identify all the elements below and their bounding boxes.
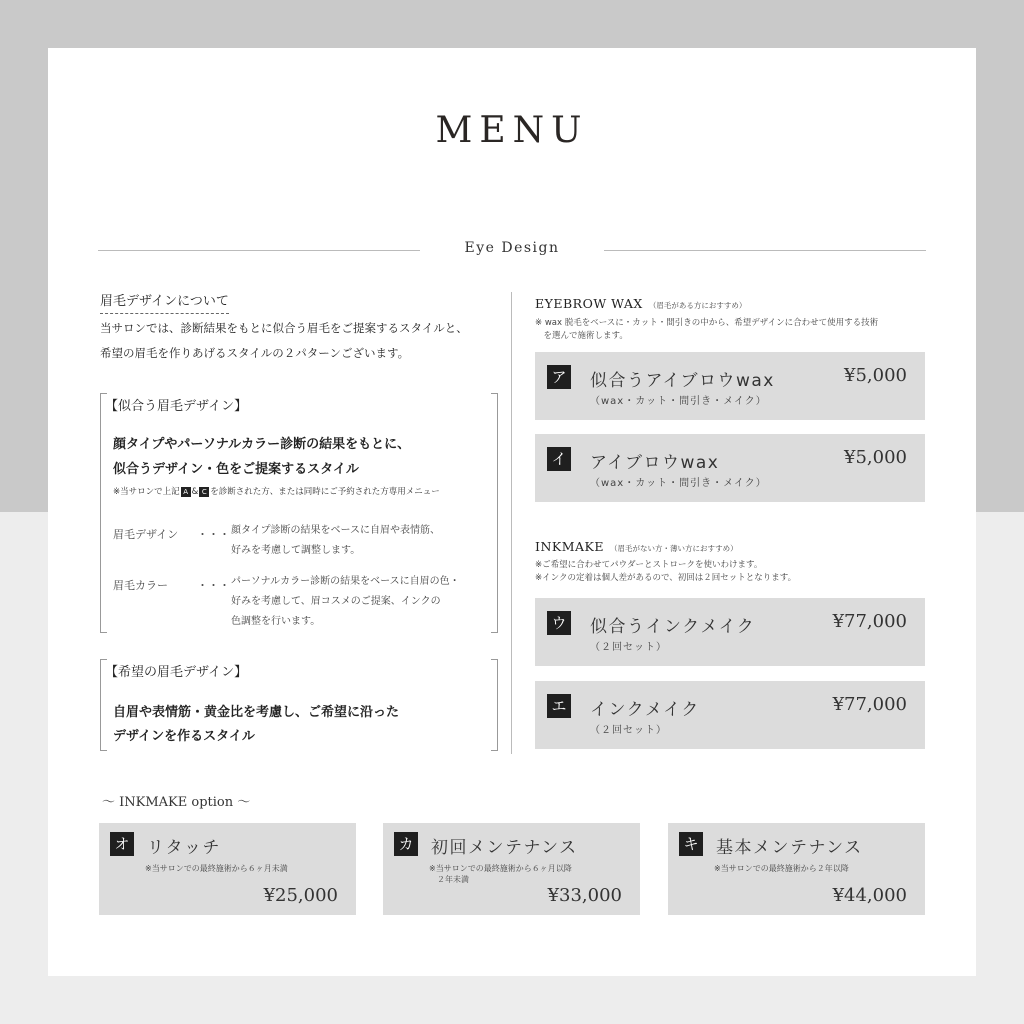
item-price: ¥5,000 [844,365,907,386]
item-price: ¥33,000 [547,885,622,906]
ink-note [535,559,796,585]
item-letter-badge: キ [679,832,703,856]
note-text: を診断された方、または同時にご予約された方専用メニュー [210,487,440,497]
item-note [145,863,288,874]
wax-subtitle: （眉毛がある方におすすめ） [648,301,747,310]
wax-header [535,293,746,312]
item-price: ¥77,000 [832,611,907,632]
item-details: （２回セット） [590,725,667,736]
box-title: 【似合う眉毛デザイン】 [105,399,248,414]
menu-item-card [535,598,925,666]
option-card [383,823,640,915]
menu-item-card [535,352,925,420]
section-header [98,238,926,262]
ink-header [535,536,738,555]
item-details: （２回セット） [590,642,667,653]
box-headline-2: 似合うデザイン・色をご提案するスタイル [113,462,359,477]
box-note [113,485,440,497]
item-details: （wax・カット・間引き・メイク） [590,396,767,407]
about-title: 眉毛デザインについて [100,290,229,314]
item-letter-badge: ウ [547,611,571,635]
divider-right [604,250,926,251]
about-line-1: 当サロンでは、診断結果をもとに似合う眉毛をご提案するスタイルと、 [100,321,468,335]
column-divider [511,292,512,754]
item-details: （wax・カット・間引き・メイク） [590,478,767,489]
item-letter-badge: イ [547,447,571,471]
item-letter-badge: ア [547,365,571,389]
wax-title: EYEBROW WAX [535,296,643,311]
desc-line: 好みを考慮して、眉コスメのご提案、インクの [231,596,441,607]
box-title: 【希望の眉毛デザイン】 [105,665,248,680]
row-label: 眉毛カラー [113,579,168,592]
suited-design-box [100,393,498,633]
box-headline-2: デザインを作るスタイル [113,729,255,744]
item-name: 似合うアイブロウwax [590,371,775,391]
note-amp: & [191,487,199,497]
badge-a: A [181,487,191,497]
box-headline-1: 顔タイプやパーソナルカラー診断の結果をもとに、 [113,437,411,452]
row-dots: ・・・ [197,528,230,541]
option-card [668,823,925,915]
item-price: ¥25,000 [263,885,338,906]
wax-note [535,317,878,343]
note-line: を選んで施術します。 [535,331,628,341]
item-price: ¥5,000 [844,447,907,468]
box-headline-1: 自眉や表情筋・黄金比を考慮し、ご希望に沿った [113,705,400,720]
about-line-2: 希望の眉毛を作りあげるスタイルの２パターンございます。 [100,346,410,360]
desc-line: 好みを考慮して調整します。 [231,545,361,556]
page-title: MENU [435,110,589,151]
item-name: アイブロウwax [590,453,720,473]
row-label: 眉毛デザイン [113,528,179,541]
section-title: Eye Design [464,240,560,256]
item-letter-badge: カ [394,832,418,856]
item-letter-badge: エ [547,694,571,718]
desc-line: パーソナルカラー診断の結果をベースに自眉の色・ [231,576,460,587]
row-description [231,572,460,632]
note-line: ※当サロンでの最終施術から６ヶ月未満 [145,864,288,873]
item-price: ¥44,000 [832,885,907,906]
badge-c: C [199,487,209,497]
item-note [429,863,572,885]
ink-subtitle: （眉毛がない方・薄い方におすすめ） [610,544,738,553]
note-line: ※ wax 脱毛をベースに・カット・間引きの中から、希望デザインに合わせて使用する技術 [535,318,879,328]
note-text: ※当サロンで上記 [113,487,180,497]
desc-line: 色調整を行います。 [231,616,321,627]
item-price: ¥77,000 [832,694,907,715]
item-name: 初回メンテナンス [431,838,578,858]
menu-item-card [535,681,925,749]
note-line: ※ご希望に合わせてパウダーとストロークを使いわけます。 [535,560,763,570]
item-note [714,863,849,874]
divider-left [98,250,420,251]
option-card [99,823,356,915]
row-dots: ・・・ [197,579,230,592]
item-name: 似合うインクメイク [590,617,756,637]
ink-title: INKMAKE [535,539,605,554]
desired-design-box [100,659,498,751]
item-name: 基本メンテナンス [716,838,863,858]
menu-item-card [535,434,925,502]
menu-card [48,48,976,976]
option-header: 〜 INKMAKE option 〜 [102,795,251,810]
note-line: ※インクの定着は個人差があるので、初回は２回セットとなります。 [535,573,797,583]
item-name: リタッチ [147,838,221,858]
desc-line: 顔タイプ診断の結果をベースに自眉や表情筋、 [231,525,440,536]
item-name: インクメイク [590,700,700,720]
row-description [231,521,440,561]
note-line: ２年未満 [429,875,469,884]
note-line: ※当サロンでの最終施術から２年以降 [714,864,849,873]
item-letter-badge: オ [110,832,134,856]
note-line: ※当サロンでの最終施術から６ヶ月以降 [429,864,572,873]
